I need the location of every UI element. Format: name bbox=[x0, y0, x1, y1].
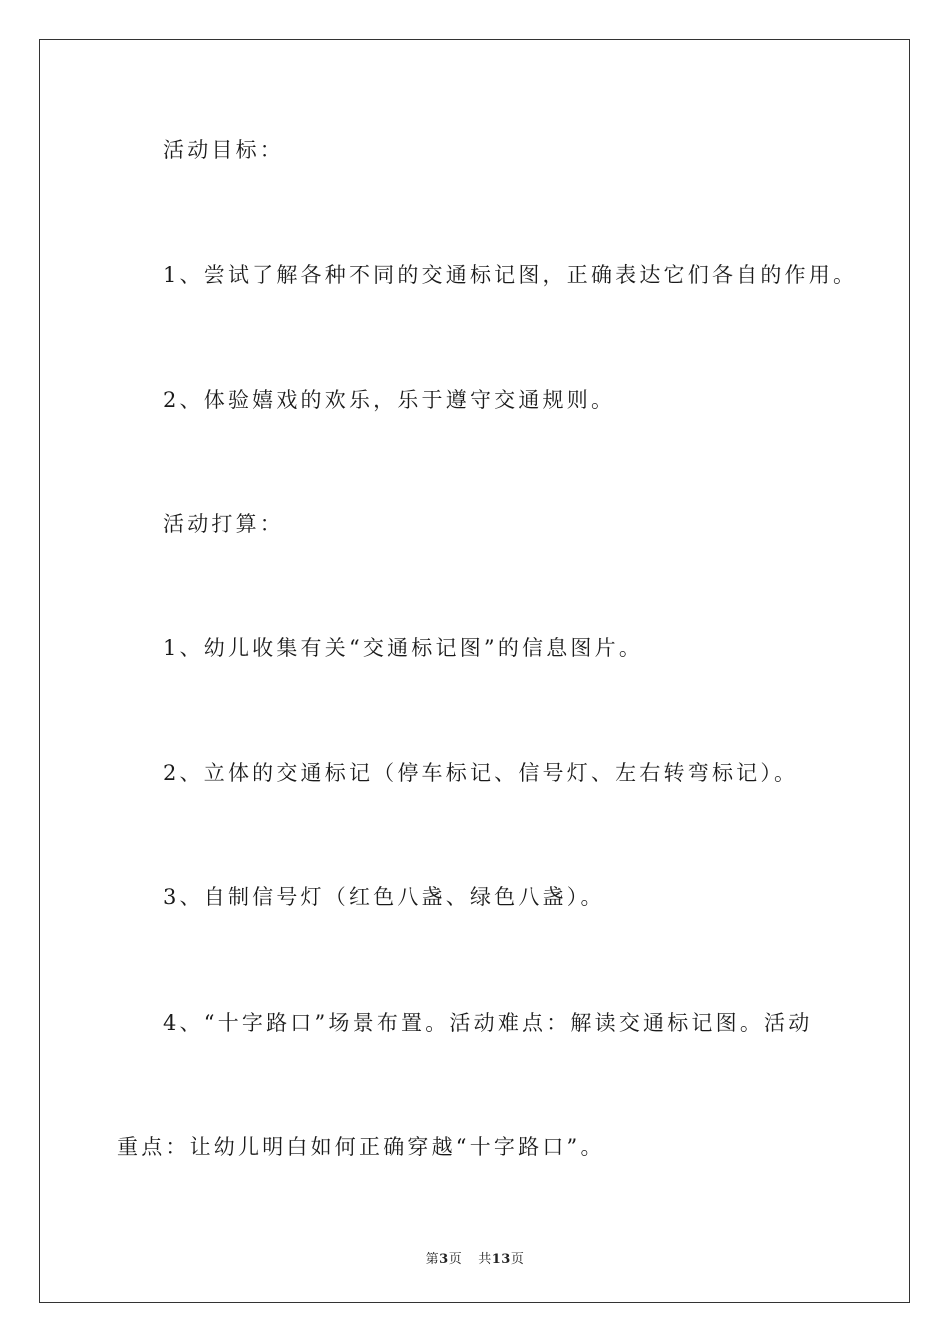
goal-item-2: 2、体验嬉戏的欢乐，乐于遵守交通规则。 bbox=[163, 388, 616, 412]
footer-total-prefix: 共 bbox=[478, 1252, 492, 1267]
footer-page-prefix: 第 bbox=[425, 1252, 440, 1267]
preparation-item-4: 4、“十字路口”场景布置。活动难点：解读交通标记图。活动 bbox=[163, 1011, 813, 1035]
footer-total-suffix: 页 bbox=[510, 1252, 525, 1267]
preparation-item-4-continued: 重点：让幼儿明白如何正确穿越“十字路口”。 bbox=[117, 1135, 605, 1159]
goal-item-1: 1、尝试了解各种不同的交通标记图，正确表达它们各自的作用。 bbox=[163, 263, 858, 287]
preparation-item-3: 3、自制信号灯（红色八盏、绿色八盏）。 bbox=[163, 885, 605, 909]
heading-activity-preparation: 活动打算： bbox=[163, 512, 284, 536]
footer-page-number: 3 bbox=[439, 1252, 449, 1267]
footer-total-number: 13 bbox=[491, 1252, 511, 1267]
heading-activity-goals: 活动目标： bbox=[163, 138, 284, 162]
preparation-item-2: 2、立体的交通标记（停车标记、信号灯、左右转弯标记）。 bbox=[163, 761, 799, 785]
page-border bbox=[39, 39, 910, 1303]
footer-page-suffix: 页 bbox=[448, 1252, 463, 1267]
preparation-item-1: 1、幼儿收集有关“交通标记图”的信息图片。 bbox=[163, 636, 644, 660]
page-footer bbox=[0, 1248, 950, 1267]
